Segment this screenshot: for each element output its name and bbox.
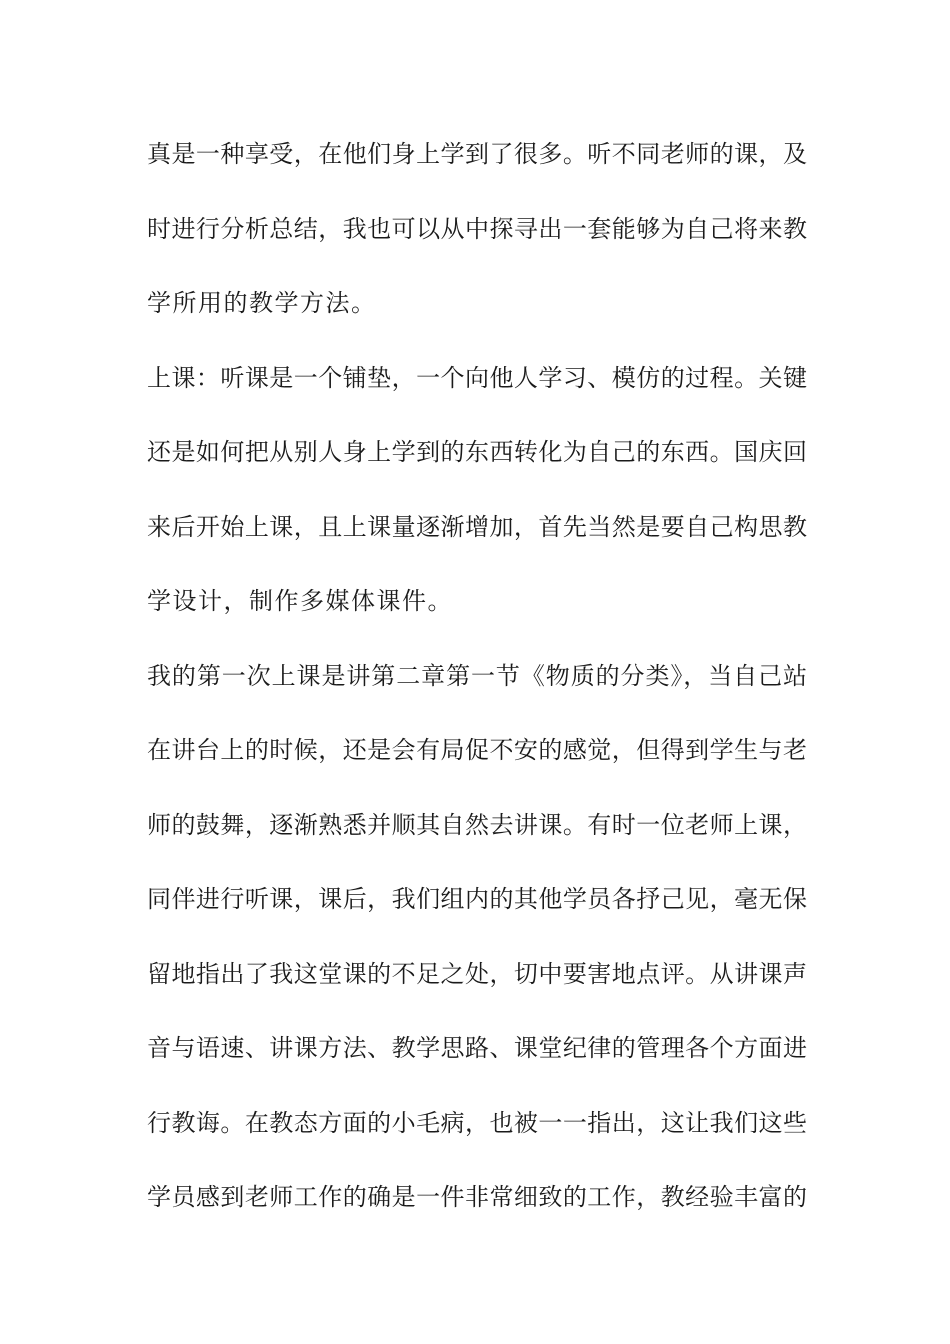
text-line-4: 上课：听课是一个铺垫，一个向他人学习、模仿的过程。关键: [147, 363, 807, 392]
text-line-13: 音与语速、讲课方法、教学思路、课堂纪律的管理各个方面进: [147, 1034, 807, 1062]
text-line-9: 在讲台上的时候，还是会有局促不安的感觉，但得到学生与老: [147, 736, 807, 764]
text-line-1: 真是一种享受，在他们身上学到了很多。听不同老师的课，及: [147, 140, 807, 168]
text-line-2: 时进行分析总结，我也可以从中探寻出一套能够为自己将来教: [147, 214, 807, 243]
text-line-10: 师的鼓舞，逐渐熟悉并顺其自然去讲课。有时一位老师上课，: [147, 810, 807, 839]
text-line-3: 学所用的教学方法。: [147, 289, 377, 317]
text-line-11: 同伴进行听课，课后，我们组内的其他学员各抒己见，毫无保: [147, 885, 807, 913]
text-line-15: 学员感到老师工作的确是一件非常细致的工作，教经验丰富的: [147, 1183, 807, 1211]
text-line-8: 我的第一次上课是讲第二章第一节《物质的分类》，当自己站: [147, 661, 807, 690]
text-line-14: 行教诲。在教态方面的小毛病，也被一一指出，这让我们这些: [147, 1108, 807, 1137]
text-line-12: 留地指出了我这堂课的不足之处，切中要害地点评。从讲课声: [147, 959, 807, 988]
body-text: [147, 130, 807, 1248]
text-line-6: 来后开始上课，且上课量逐渐增加，首先当然是要自己构思教: [147, 512, 807, 541]
text-line-5: 还是如何把从别人身上学到的东西转化为自己的东西。国庆回: [147, 438, 807, 466]
text-line-7: 学设计，制作多媒体课件。: [147, 587, 453, 615]
